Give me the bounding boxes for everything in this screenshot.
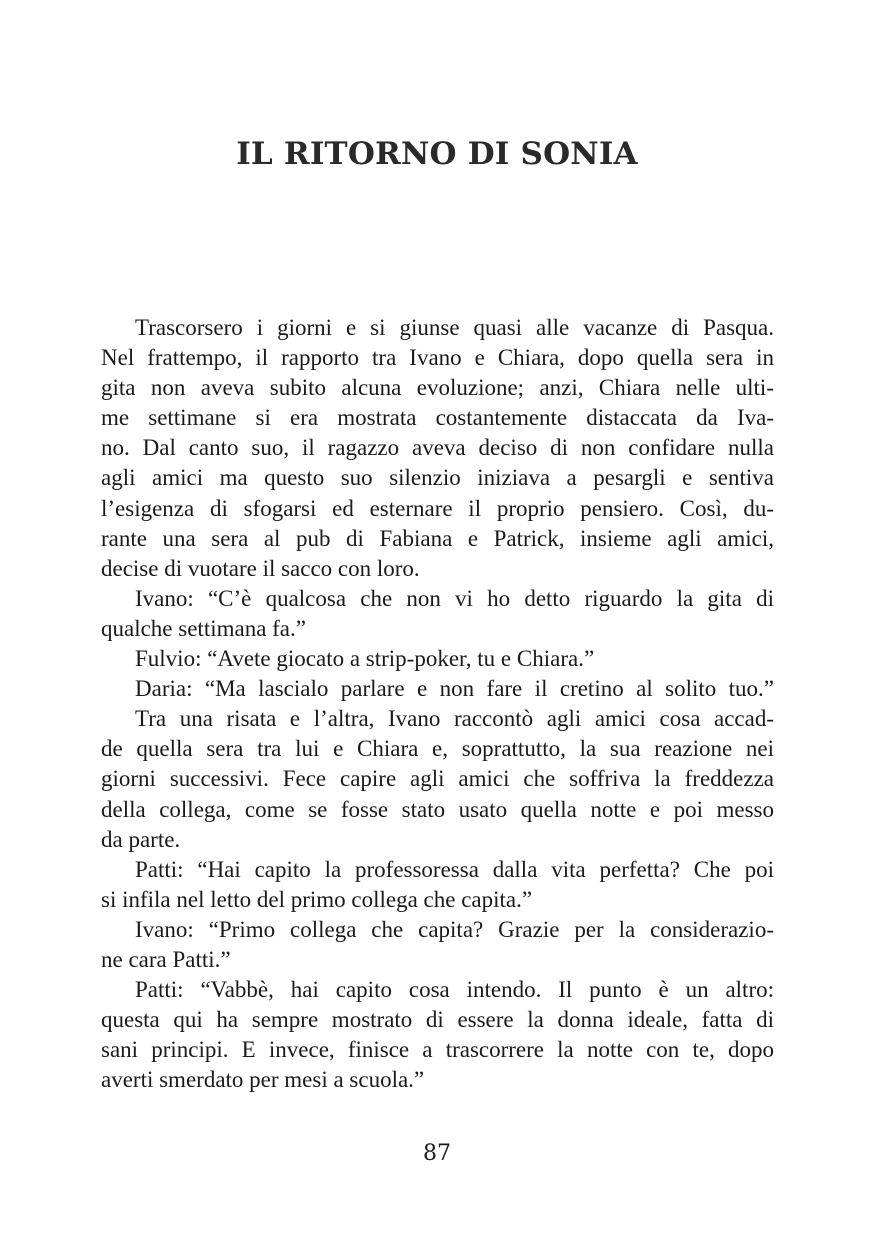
text-line-content: Tra una risata e l’altra, Ivano raccontò agli amici cosa accad- xyxy=(135,706,774,732)
text-line-content: Trascorsero i giorni e si giunse quasi alle vacanze di Pasqua. xyxy=(135,315,774,340)
text-line xyxy=(101,975,774,1005)
text-line-content: giorni successivi. Fece capire agli amici che soffriva la freddezza xyxy=(101,766,774,792)
text-line-content: l’esigenza di sfogarsi ed esternare il proprio pensiero. Così, du- xyxy=(101,495,774,521)
text-line-content: Patti: “Hai capito la professoressa dalla vita perfetta? Che poi xyxy=(135,856,774,882)
text-line-content: Daria: “Ma lascialo parlare e non fare il cretino al solito tuo.” xyxy=(135,676,774,702)
text-line-content: rante una sera al pub di Fabiana e Patrick, insieme agli amici, xyxy=(101,525,774,551)
text-line xyxy=(101,614,774,644)
text-line xyxy=(101,494,774,524)
text-line xyxy=(101,945,774,975)
text-line-content: me settimane si era mostrata costantemente distaccata da Iva- xyxy=(101,405,774,431)
text-line xyxy=(101,313,774,343)
text-line xyxy=(101,644,774,674)
text-line xyxy=(101,463,774,493)
text-line xyxy=(101,855,774,885)
text-line xyxy=(101,885,774,915)
text-line-content: si infila nel letto del primo collega che capita.” xyxy=(101,886,533,912)
text-line-content: sani principi. E invece, finisce a trascorrere la notte con te, dopo xyxy=(101,1037,774,1063)
chapter-title: IL RITORNO DI SONIA xyxy=(236,136,638,172)
text-line-content: de quella sera tra lui e Chiara e, soprattutto, la sua reazione nei xyxy=(101,736,774,762)
text-line xyxy=(101,825,774,855)
text-line xyxy=(101,403,774,433)
text-line xyxy=(101,915,774,945)
text-line xyxy=(101,734,774,764)
text-line xyxy=(101,433,774,463)
text-line xyxy=(101,584,774,614)
text-line-content: Fulvio: “Avete giocato a strip-poker, tu e Chiara.” xyxy=(135,646,595,672)
page-number: 87 xyxy=(423,1141,451,1166)
text-line-content: no. Dal canto suo, il ragazzo aveva deciso di non confidare nulla xyxy=(101,435,774,461)
text-line-content: questa qui ha sempre mostrato di essere la donna ideale, fatta di xyxy=(101,1007,774,1033)
text-line-content: qualche settimana fa.” xyxy=(101,615,306,641)
text-line xyxy=(101,343,774,373)
text-line-content: Ivano: “C’è qualcosa che non vi ho detto riguardo la gita di xyxy=(135,585,774,611)
text-line xyxy=(101,554,774,584)
text-line-content: gita non aveva subito alcuna evoluzione; anzi, Chiara nelle ulti- xyxy=(101,375,774,401)
text-line xyxy=(101,764,774,794)
text-line xyxy=(101,1065,774,1095)
text-line xyxy=(101,674,774,704)
text-line-content: Nel frattempo, il rapporto tra Ivano e Chiara, dopo quella sera in xyxy=(101,345,774,371)
text-line-content: ne cara Patti.” xyxy=(101,946,231,972)
text-line-content: decise di vuotare il sacco con loro. xyxy=(101,555,420,581)
text-line xyxy=(101,1005,774,1035)
text-line xyxy=(101,795,774,825)
text-line-content: della collega, come se fosse stato usato quella notte e poi messo xyxy=(101,796,774,822)
text-line-content: Patti: “Vabbè, hai capito cosa intendo. Il punto è un altro: xyxy=(135,977,774,1003)
text-line xyxy=(101,524,774,554)
chapter-body xyxy=(101,313,774,1095)
text-line xyxy=(101,704,774,734)
text-line-content: da parte. xyxy=(101,826,181,852)
text-line-content: Ivano: “Primo collega che capita? Grazie per la considerazio- xyxy=(135,916,774,942)
text-line-content: agli amici ma questo suo silenzio iniziava a pesargli e sentiva xyxy=(101,465,774,491)
text-line xyxy=(101,373,774,403)
text-line xyxy=(101,1035,774,1065)
text-line-content: averti smerdato per mesi a scuola.” xyxy=(101,1067,425,1093)
